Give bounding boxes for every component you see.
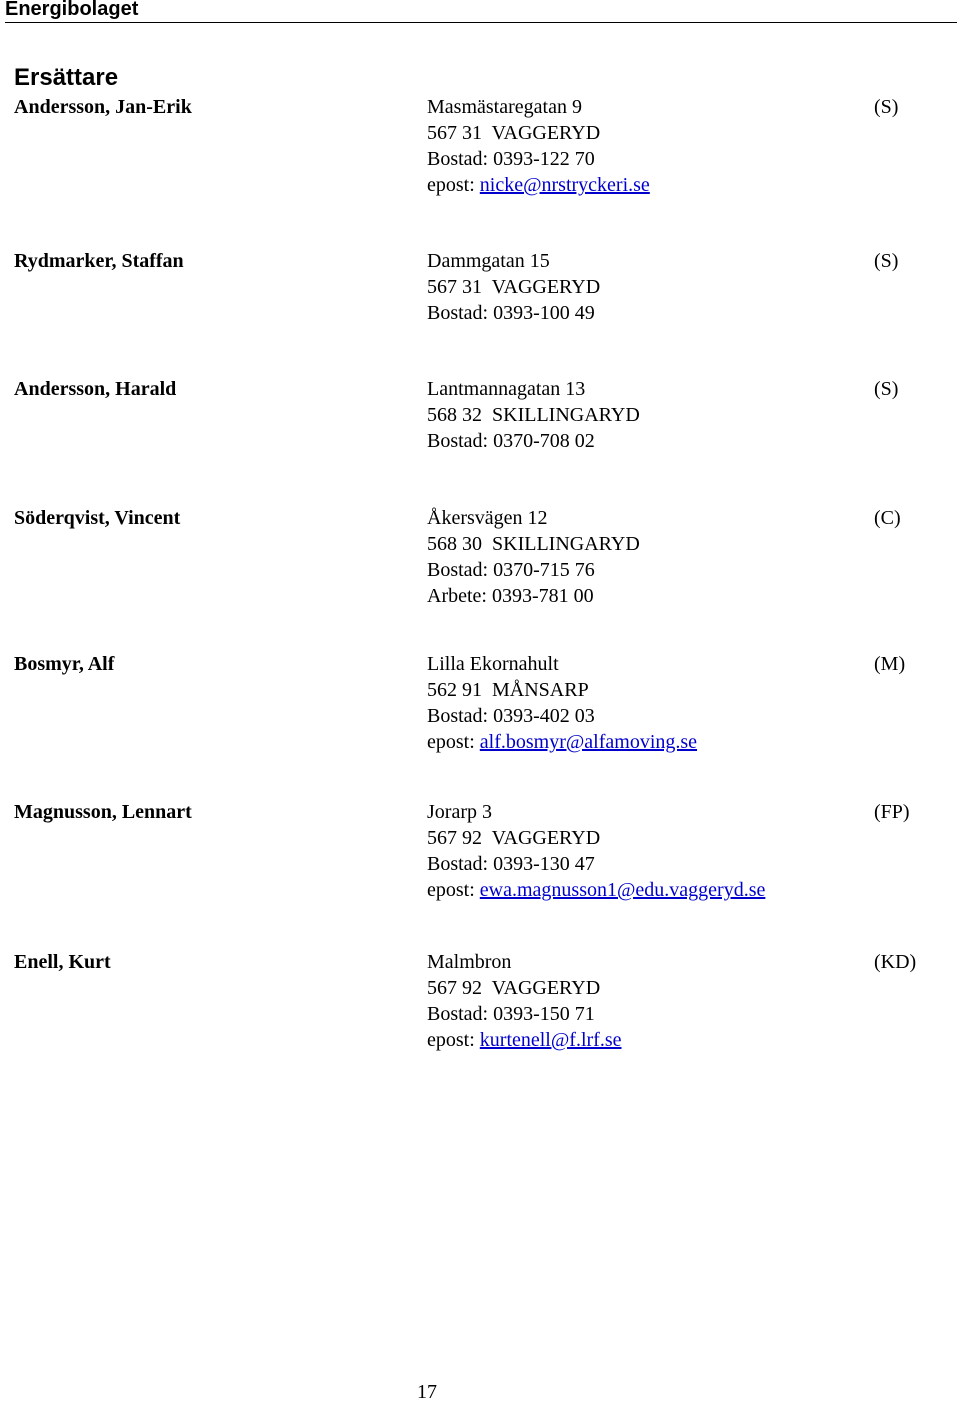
contact-address bbox=[427, 651, 697, 755]
contact-address bbox=[427, 505, 640, 609]
email-label: epost: bbox=[427, 879, 480, 901]
email-label: epost: bbox=[427, 174, 480, 196]
header-title: Energibolaget bbox=[5, 0, 139, 20]
party-affiliation: (S) bbox=[874, 378, 899, 400]
party-affiliation: (S) bbox=[874, 250, 899, 272]
home-phone: Bostad: 0370-715 76 bbox=[427, 559, 595, 581]
contact-name: Rydmarker, Staffan bbox=[14, 250, 184, 272]
work-phone: Arbete: 0393-781 00 bbox=[427, 585, 594, 607]
postal-city: 567 31 VAGGERYD bbox=[427, 276, 601, 298]
postal-city: 568 32 SKILLINGARYD bbox=[427, 404, 640, 426]
email-label: epost: bbox=[427, 731, 480, 753]
contact-name: Magnusson, Lennart bbox=[14, 801, 192, 823]
contact-address bbox=[427, 248, 600, 326]
section-title: Ersättare bbox=[14, 64, 119, 91]
contact-address bbox=[427, 799, 765, 903]
party-affiliation: (S) bbox=[874, 96, 899, 118]
street-address: Lantmannagatan 13 bbox=[427, 378, 586, 400]
email-link[interactable]: ewa.magnusson1@edu.vaggeryd.se bbox=[479, 879, 766, 901]
home-phone: Bostad: 0370-708 02 bbox=[427, 430, 595, 452]
email-line bbox=[427, 877, 765, 903]
party-affiliation: (KD) bbox=[874, 951, 917, 973]
street-address: Lilla Ekornahult bbox=[427, 653, 559, 675]
street-address: Malmbron bbox=[427, 951, 512, 973]
contact-name: Söderqvist, Vincent bbox=[14, 507, 181, 529]
contact-address bbox=[427, 376, 640, 454]
postal-city: 567 31 VAGGERYD bbox=[427, 122, 601, 144]
postal-city: 567 92 VAGGERYD bbox=[427, 977, 601, 999]
home-phone: Bostad: 0393-100 49 bbox=[427, 302, 595, 324]
postal-city: 567 92 VAGGERYD bbox=[427, 827, 601, 849]
email-link[interactable]: kurtenell@f.lrf.se bbox=[479, 1029, 622, 1051]
contact-name: Bosmyr, Alf bbox=[14, 653, 115, 675]
postal-city: 562 91 MÅNSARP bbox=[427, 679, 589, 701]
page-header bbox=[5, 0, 957, 23]
email-line bbox=[427, 1027, 621, 1053]
home-phone: Bostad: 0393-402 03 bbox=[427, 705, 595, 727]
contact-name: Enell, Kurt bbox=[14, 951, 111, 973]
email-line bbox=[427, 729, 697, 755]
street-address: Masmästaregatan 9 bbox=[427, 96, 582, 118]
contact-address bbox=[427, 94, 650, 198]
email-link[interactable]: nicke@nrstryckeri.se bbox=[479, 174, 650, 196]
street-address: Jorarp 3 bbox=[427, 801, 492, 823]
street-address: Åkersvägen 12 bbox=[427, 507, 548, 529]
street-address: Dammgatan 15 bbox=[427, 250, 550, 272]
home-phone: Bostad: 0393-130 47 bbox=[427, 853, 595, 875]
home-phone: Bostad: 0393-150 71 bbox=[427, 1003, 595, 1025]
email-line bbox=[427, 172, 650, 198]
home-phone: Bostad: 0393-122 70 bbox=[427, 148, 595, 170]
postal-city: 568 30 SKILLINGARYD bbox=[427, 533, 640, 555]
party-affiliation: (M) bbox=[874, 653, 906, 675]
email-label: epost: bbox=[427, 1029, 480, 1051]
party-affiliation: (FP) bbox=[874, 801, 910, 823]
contact-name: Andersson, Harald bbox=[14, 378, 177, 400]
party-affiliation: (C) bbox=[874, 507, 901, 529]
email-link[interactable]: alf.bosmyr@alfamoving.se bbox=[479, 731, 698, 753]
page-number: 17 bbox=[417, 1381, 437, 1403]
contact-name: Andersson, Jan-Erik bbox=[14, 96, 192, 118]
contact-address bbox=[427, 949, 621, 1053]
